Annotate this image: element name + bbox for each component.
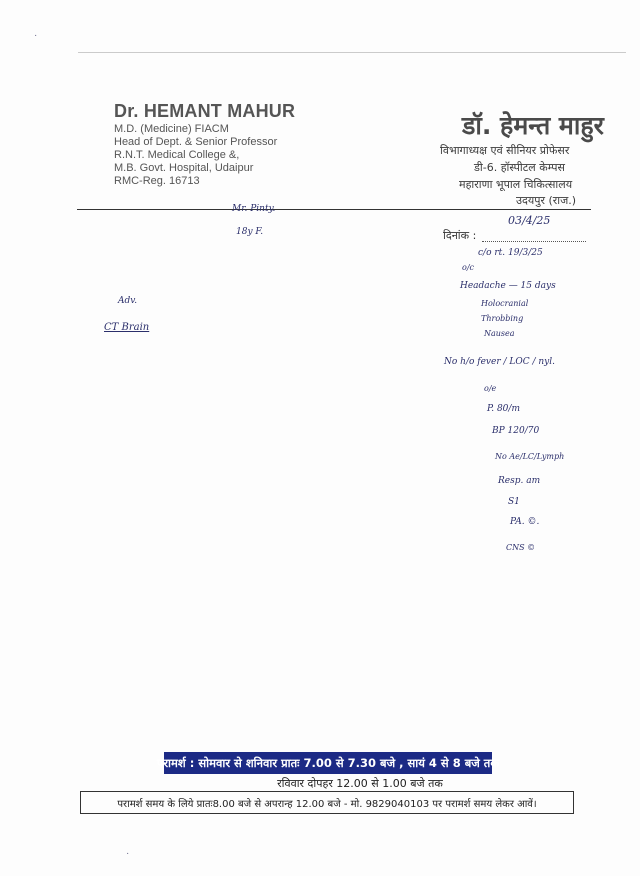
sunday-hours: रविवार दोपहर 12.00 से 1.00 बजे तक bbox=[277, 777, 443, 790]
appointment-info: परामर्श समय के लिये प्रातः8.00 बजे से अपरान्ह 12.00 बजे - मो. 9829040103 पर परामर्श समय लेकर आवें। bbox=[80, 791, 574, 814]
hw-exam: BP 120/70 bbox=[492, 426, 540, 436]
hw-complaint: Nausea bbox=[484, 329, 515, 338]
hw-complaint-header: c/o rt. 19/3/25 bbox=[478, 248, 543, 258]
ink-mark: · bbox=[34, 30, 38, 41]
credential-line: RMC-Reg. 16713 bbox=[114, 175, 200, 187]
consultation-hours-banner: परामर्श : सोमवार से शनिवार प्रातः 7.00 से 7.30 बजे , सायं 4 से 8 बजे तक bbox=[164, 752, 492, 774]
credential-line: R.N.T. Medical College &, bbox=[114, 149, 240, 161]
detail-line-hi: डी-6. हॉस्पीटल केम्पस bbox=[474, 161, 565, 174]
hw-complaint: Holocranial bbox=[481, 299, 529, 308]
credential-line: M.B. Govt. Hospital, Udaipur bbox=[114, 162, 254, 174]
header-divider bbox=[77, 209, 591, 210]
doctor-name-hi: डॉ. हेमन्त माहुर bbox=[462, 111, 604, 140]
credential-line: Head of Dept. & Senior Professor bbox=[114, 136, 278, 148]
date-dotted-line bbox=[482, 241, 586, 242]
hw-exam: CNS © bbox=[506, 543, 536, 552]
detail-line-hi: विभागाध्यक्ष एवं सीनियर प्रोफेसर bbox=[440, 144, 570, 157]
hw-complaint: Throbbing bbox=[481, 314, 524, 323]
hw-adv-item: CT Brain bbox=[104, 322, 150, 333]
doctor-name-en: Dr. HEMANT MAHUR bbox=[114, 101, 296, 121]
hw-patient-name: Mr. Pinty. bbox=[232, 204, 276, 214]
date-label: दिनांक : bbox=[443, 229, 477, 242]
hw-exam: Resp. am bbox=[498, 476, 541, 486]
hw-age-sex: 18y F. bbox=[236, 227, 264, 237]
hw-adv-label: Adv. bbox=[118, 296, 138, 306]
ink-mark: · bbox=[126, 848, 130, 859]
detail-line-hi: उदयपुर (राज.) bbox=[516, 194, 577, 207]
hw-history: No h/o fever / LOC / nyl. bbox=[444, 357, 556, 367]
hw-exam-header: o/e bbox=[484, 384, 497, 393]
fold-line bbox=[78, 52, 626, 53]
hw-date: 03/4/25 bbox=[508, 214, 551, 227]
hw-complaint: Headache — 15 days bbox=[460, 281, 556, 291]
detail-line-hi: महाराणा भूपाल चिकित्सालय bbox=[459, 178, 573, 191]
hw-exam: S1 bbox=[508, 497, 520, 507]
hw-complaint-sub: o/c bbox=[462, 263, 474, 272]
hw-exam: No Ae/LC/Lymph bbox=[495, 452, 565, 461]
hw-exam: P. 80/m bbox=[487, 404, 520, 414]
credential-line: M.D. (Medicine) FIACM bbox=[114, 123, 229, 135]
hw-exam: PA. ©. bbox=[510, 517, 540, 527]
